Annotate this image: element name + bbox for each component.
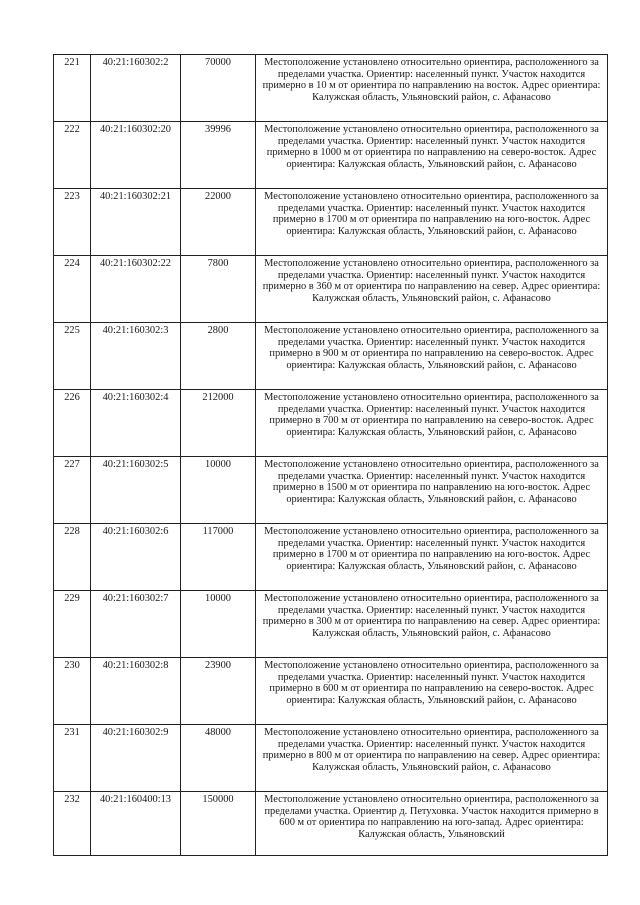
row-number: 223 [54, 189, 91, 256]
cadastral-number: 40:21:160302:20 [91, 122, 181, 189]
table-row [54, 591, 608, 658]
table-row [54, 256, 608, 323]
cadastral-number: 40:21:160400:13 [91, 792, 181, 856]
row-number: 231 [54, 725, 91, 792]
table-row [54, 725, 608, 792]
location-description: Местоположение установлено относительно ориентира, расположенного за пределами участка. Ориентир: населенный пункт. Участок находится примерно в 1500 м от ориентира по направлению на юго-восток. Адрес ориентира: Калужская область, Ульяновский район, с. Афанасово [256, 457, 608, 524]
table-row [54, 524, 608, 591]
table-row [54, 658, 608, 725]
table-row [54, 55, 608, 122]
row-number: 228 [54, 524, 91, 591]
plot-area: 117000 [181, 524, 256, 591]
plot-area: 7800 [181, 256, 256, 323]
plot-area: 22000 [181, 189, 256, 256]
table-body [54, 55, 608, 856]
location-description: Местоположение установлено относительно ориентира, расположенного за пределами участка. Ориентир: населенный пункт. Участок находится примерно в 700 м от ориентира по направлению на северо-восток. Адрес ориентира: Калужская область, Ульяновский район, с. Афанасово [256, 390, 608, 457]
table-row [54, 189, 608, 256]
location-description: Местоположение установлено относительно ориентира, расположенного за пределами участка. Ориентир: населенный пункт. Участок находится примерно в 800 м от ориентира по направлению на север. Адрес ориентира: Калужская область, Ульяновский район, с. Афанасово [256, 725, 608, 792]
plot-area: 212000 [181, 390, 256, 457]
row-number: 222 [54, 122, 91, 189]
location-description: Местоположение установлено относительно ориентира, расположенного за пределами участка. Ориентир: населенный пункт. Участок находится примерно в 900 м от ориентира по направлению на северо-восток. Адрес ориентира: Калужская область, Ульяновский район, с. Афанасово [256, 323, 608, 390]
row-number: 229 [54, 591, 91, 658]
location-description: Местоположение установлено относительно ориентира, расположенного за пределами участка. Ориентир д. Петуховка. Участок находится примерно в 600 м от ориентира по направлению на юго-запад. Адрес ориентира: Калужская область, Ульяновский [256, 792, 608, 856]
row-number: 221 [54, 55, 91, 122]
table-row [54, 390, 608, 457]
location-description: Местоположение установлено относительно ориентира, расположенного за пределами участка. Ориентир: населенный пункт. Участок находится примерно в 360 м от ориентира по направлению на север. Адрес ориентира: Калужская область, Ульяновский район, с. Афанасово [256, 256, 608, 323]
land-plots-table [53, 54, 608, 856]
cadastral-number: 40:21:160302:6 [91, 524, 181, 591]
location-description: Местоположение установлено относительно ориентира, расположенного за пределами участка. Ориентир: населенный пункт. Участок находится примерно в 300 м от ориентира по направлению на север. Адрес ориентира: Калужская область, Ульяновский район, с. Афанасово [256, 591, 608, 658]
cadastral-number: 40:21:160302:3 [91, 323, 181, 390]
plot-area: 2800 [181, 323, 256, 390]
cadastral-number: 40:21:160302:9 [91, 725, 181, 792]
plot-area: 10000 [181, 591, 256, 658]
row-number: 227 [54, 457, 91, 524]
row-number: 225 [54, 323, 91, 390]
table-row [54, 457, 608, 524]
table-row [54, 122, 608, 189]
plot-area: 48000 [181, 725, 256, 792]
location-description: Местоположение установлено относительно ориентира, расположенного за пределами участка. Ориентир: населенный пункт. Участок находится примерно в 600 м от ориентира по направлению на северо-восток. Адрес ориентира: Калужская область, Ульяновский район, с. Афанасово [256, 658, 608, 725]
cadastral-number: 40:21:160302:8 [91, 658, 181, 725]
plot-area: 23900 [181, 658, 256, 725]
plot-area: 39996 [181, 122, 256, 189]
row-number: 226 [54, 390, 91, 457]
row-number: 224 [54, 256, 91, 323]
table-row [54, 792, 608, 856]
table-row [54, 323, 608, 390]
cadastral-number: 40:21:160302:21 [91, 189, 181, 256]
location-description: Местоположение установлено относительно ориентира, расположенного за пределами участка. Ориентир: населенный пункт. Участок находится примерно в 1700 м от ориентира по направлению на юго-восток. Адрес ориентира: Калужская область, Ульяновский район, с. Афанасово [256, 189, 608, 256]
cadastral-number: 40:21:160302:7 [91, 591, 181, 658]
plot-area: 150000 [181, 792, 256, 856]
cadastral-number: 40:21:160302:2 [91, 55, 181, 122]
plot-area: 70000 [181, 55, 256, 122]
plot-area: 10000 [181, 457, 256, 524]
location-description: Местоположение установлено относительно ориентира, расположенного за пределами участка. Ориентир: населенный пункт. Участок находится примерно в 1000 м от ориентира по направлению на северо-восток. Адрес ориентира: Калужская область, Ульяновский район, с. Афанасово [256, 122, 608, 189]
row-number: 230 [54, 658, 91, 725]
location-description: Местоположение установлено относительно ориентира, расположенного за пределами участка. Ориентир: населенный пункт. Участок находится примерно в 1700 м от ориентира по направлению на юго-восток. Адрес ориентира: Калужская область, Ульяновский район, с. Афанасово [256, 524, 608, 591]
location-description: Местоположение установлено относительно ориентира, расположенного за пределами участка. Ориентир: населенный пункт. Участок находится примерно в 10 м от ориентира по направлению на восток. Адрес ориентира: Калужская область, Ульяновский район, с. Афанасово [256, 55, 608, 122]
cadastral-number: 40:21:160302:5 [91, 457, 181, 524]
cadastral-number: 40:21:160302:22 [91, 256, 181, 323]
row-number: 232 [54, 792, 91, 856]
cadastral-number: 40:21:160302:4 [91, 390, 181, 457]
